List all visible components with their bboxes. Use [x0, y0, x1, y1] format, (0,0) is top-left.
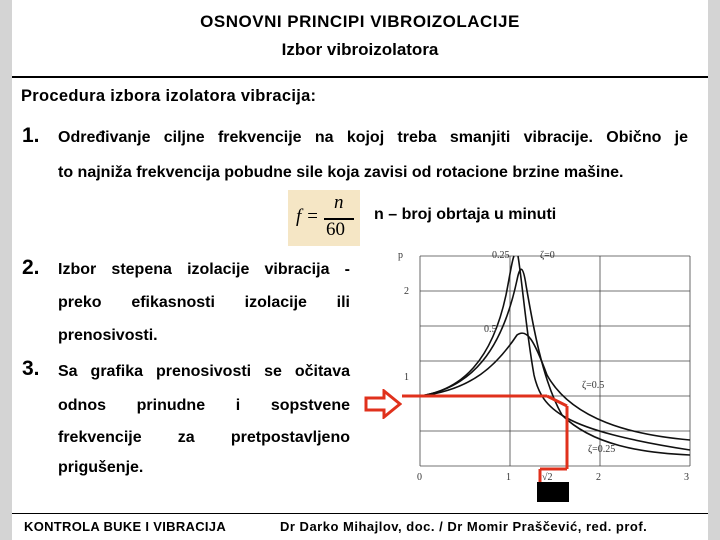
step-1-number: 1. [22, 124, 40, 147]
formula-lhs: f = [296, 206, 319, 227]
y-axis-label: p [398, 250, 403, 261]
section-title: Procedura izbora izolatora vibracija: [21, 87, 317, 105]
footer-divider [12, 513, 708, 514]
footer-course-title: KONTROLA BUKE I VIBRACIJA [24, 519, 227, 534]
formula-numerator: n [334, 192, 344, 213]
x-tick-0: 0 [417, 472, 422, 483]
right-border [708, 0, 720, 540]
curve-label-0-5: 0.5 [484, 324, 497, 335]
y-tick-1: 1 [404, 372, 409, 383]
frequency-formula [288, 190, 360, 246]
x-tick-3: 3 [684, 472, 689, 483]
marker-block [537, 482, 569, 502]
step-1-line-1: Određivanje ciljne frekvencije na kojoj treba smanjiti vibracije. Obično je [58, 129, 688, 146]
slide-subtitle: Izbor vibroizolatora [281, 40, 439, 59]
x-tick-sqrt2: √2 [542, 472, 553, 483]
curve-label-zeta-0: ζ=0 [540, 250, 555, 261]
slide-header [12, 0, 708, 78]
x-tick-2: 2 [596, 472, 601, 483]
curve-label-0-25-top: 0.25 [492, 250, 510, 261]
step-3-line-2: odnos prinudne i sopstvene [58, 397, 350, 414]
curve-label-zeta-0-25: ζ=0.25 [588, 444, 616, 455]
x-tick-1: 1 [506, 472, 511, 483]
left-border [0, 0, 12, 540]
graph-curves [420, 256, 690, 455]
step-2-line-1: Izbor stepena izolacije vibracija - [58, 261, 350, 278]
step-1-line-2: to najniža frekvencija pobudne sile koja zavisi od rotacione brzine mašine. [58, 164, 624, 181]
footer-authors: Dr Darko Mihajlov, doc. / Dr Momir Praščević, red. prof. [280, 519, 648, 534]
n-definition: n – broj obrtaja u minuti [374, 206, 557, 223]
step-3-number: 3. [22, 357, 40, 380]
step-3-line-1: Sa grafika prenosivosti se očitava [58, 363, 350, 380]
step-2-line-2: preko efikasnosti izolacije ili [58, 294, 350, 311]
y-tick-2: 2 [404, 286, 409, 297]
step-3-line-4: prigušenje. [58, 459, 144, 476]
formula-denominator: 60 [326, 219, 345, 240]
transmissibility-graph [392, 240, 708, 502]
curve-label-zeta-0-5: ζ=0.5 [582, 380, 605, 391]
step-3-line-3: frekvencije za pretpostavljeno [58, 429, 350, 446]
slide-title: OSNOVNI PRINCIPI VIBROIZOLACIJE [200, 12, 520, 31]
step-2-line-3: prenosivosti. [58, 327, 158, 344]
step-2-number: 2. [22, 256, 40, 279]
